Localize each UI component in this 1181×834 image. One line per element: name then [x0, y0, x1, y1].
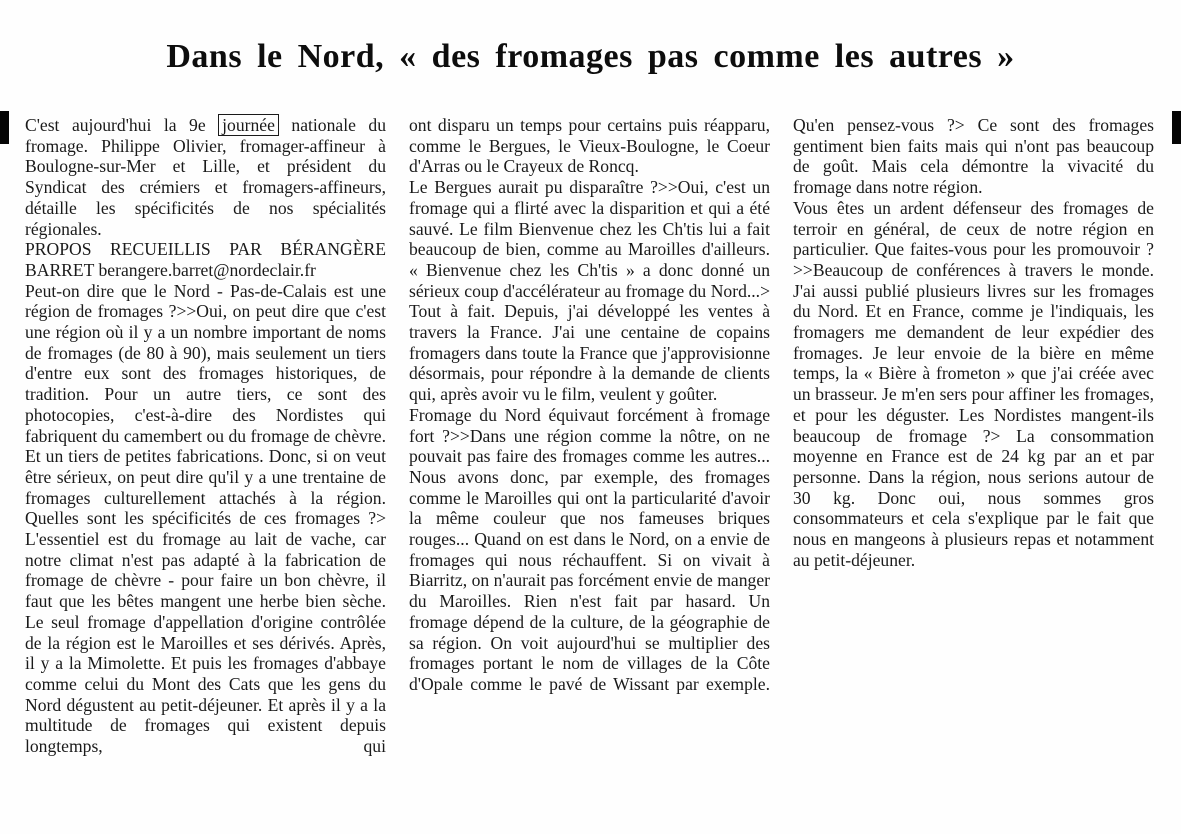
- boxed-word-journee: journée: [218, 114, 279, 136]
- crop-mark-right: [1172, 111, 1181, 144]
- article-title: Dans le Nord, « des fromages pas comme les autres »: [166, 38, 1015, 75]
- qa-paragraph-fromage-fort: Fromage du Nord équivaut forcément à fromage fort ?>>Dans une région comme la nôtre, on ne pouvait pas faire des fromages comme les autres... Nous avons donc, par exemple, des fromages comme le Maroilles qui ont la particularité d'avoir la même couleur que nos fameuses briques rouges... Quand on est dans le Nord, on a envie de fromages qui nous réchauffent. Si on vivait à Biarritz, on n'aurait pas forcément envie de manger du Maroilles. Rien n'est fait par hasard. Un fromage dépend de la culture, de la géographie de sa région. On voit aujourd'hui se multiplier des fromages portant le nom de villages de la Côte d'Opale comme le pavé de Wissant par exemple.: [409, 404, 770, 694]
- qa-paragraph-region: Peut-on dire que le Nord - Pas-de-Calais est une région de fromages ?>>Oui, on peut dire que c'est une région où il y a un nombre important de noms de fromages (de 80 à 90), mais seulement un tiers d'entre eux sont des fromages historiques, de tradition. Pour un autre tiers, ce sont des photocopies, c'est-à-dire des Nordistes qui fabriquent du camembert ou du fromage de chèvre. Et un tiers de petites fabrications. Donc, si on veut être sérieux, on peut dire qu'il y a une trentaine de fromages culturellement attachés à la région. Quelles sont les spécificités de ces fromages ?> L'essentiel est du fromage au lait de vache, car notre climat n'est pas adapté à la fabrication de fromage de chèvre - pour faire un bon chèvre, il faut que les bêtes mangent une herbe bien sèche. Le seul fromage d'appellation d'origine contrôlée de la région est le Maroilles et ses dérivés. Après, il y a la Mimolette. Et puis les fromages d'abbaye comme celui du Mont des Cats que les gens du Nord dégustent au petit-déjeuner. Et après il y a la multitude de fromages qui existent depuis longtemps, qui: [25, 280, 386, 757]
- byline: PROPOS RECUEILLIS PAR BÉRANGÈRE BARRET berangere.barret@nordeclair.fr: [25, 239, 386, 280]
- qa-paragraph-region-continued: ont disparu un temps pour certains puis réapparu, comme le Bergues, le Vieux-Boulogne, le Coeur d'Arras ou le Crayeux de Roncq.: [409, 115, 770, 177]
- article-column-1: [25, 115, 386, 757]
- intro-text-after-box: nationale du fromage. Philippe Olivier, fromager-affineur à Boulogne-sur-Mer et Lille, et président du Syndicat des crémiers et fromagers-affineurs, détaille les spécificités de nos spécialités régionales.: [25, 115, 386, 239]
- qa-paragraph-bergues: Le Bergues aurait pu disparaître ?>>Oui, c'est un fromage qui a flirté avec la disparition et qui a été sauvé. Le film Bienvenue chez les Ch'tis lui a fait beaucoup de bien, comme au Maroilles d'ailleurs. « Bienvenue chez les Ch'tis » a donc donné un sérieux coup d'accélérateur au fromage du Nord...> Tout à fait. Depuis, j'ai développé les ventes à travers la France. J'ai une centaine de copains fromagers dans toute la France que j'approvisionne désormais, pour répondre à la demande de clients qui, après avoir vu le film, veulent y goûter.: [409, 177, 770, 405]
- crop-mark-left: [0, 111, 9, 144]
- article-column-2: [409, 115, 770, 695]
- qa-paragraph-promotion-consommation: Vous êtes un ardent défenseur des fromages de terroir en général, de ceux de notre région en particulier. Que faites-vous pour les promouvoir ? >>Beaucoup de conférences à travers le monde. J'ai aussi publié plusieurs livres sur les fromages du Nord. Et en France, comme je l'indiquais, les fromagers me demandent de leur expédier des fromages. Je leur envoie de la bière en même temps, la « Bière à frometon » que j'ai créée avec un brasseur. Je m'en sers pour affiner les fromages, et pour les déguster. Les Nordistes mangent-ils beaucoup de fromage ?> La consommation moyenne en France est de 24 kg par an et par personne. Dans la région, nous serions autour de 30 kg. Donc oui, nous sommes gros consommateurs et cela s'explique par le fait que nous en mangeons à plusieurs repas et notamment au petit-déjeuner.: [793, 197, 1154, 570]
- qa-paragraph-fromage-fort-continued: Qu'en pensez-vous ?> Ce sont des fromages gentiment bien faits mais qui n'ont pas beaucoup de goût. Mais cela démontre la vivacité du fromage dans notre région.: [793, 115, 1154, 198]
- intro-paragraph: [25, 115, 386, 239]
- intro-text-before-box: C'est aujourd'hui la 9e: [25, 115, 219, 135]
- article-column-3: [793, 115, 1154, 570]
